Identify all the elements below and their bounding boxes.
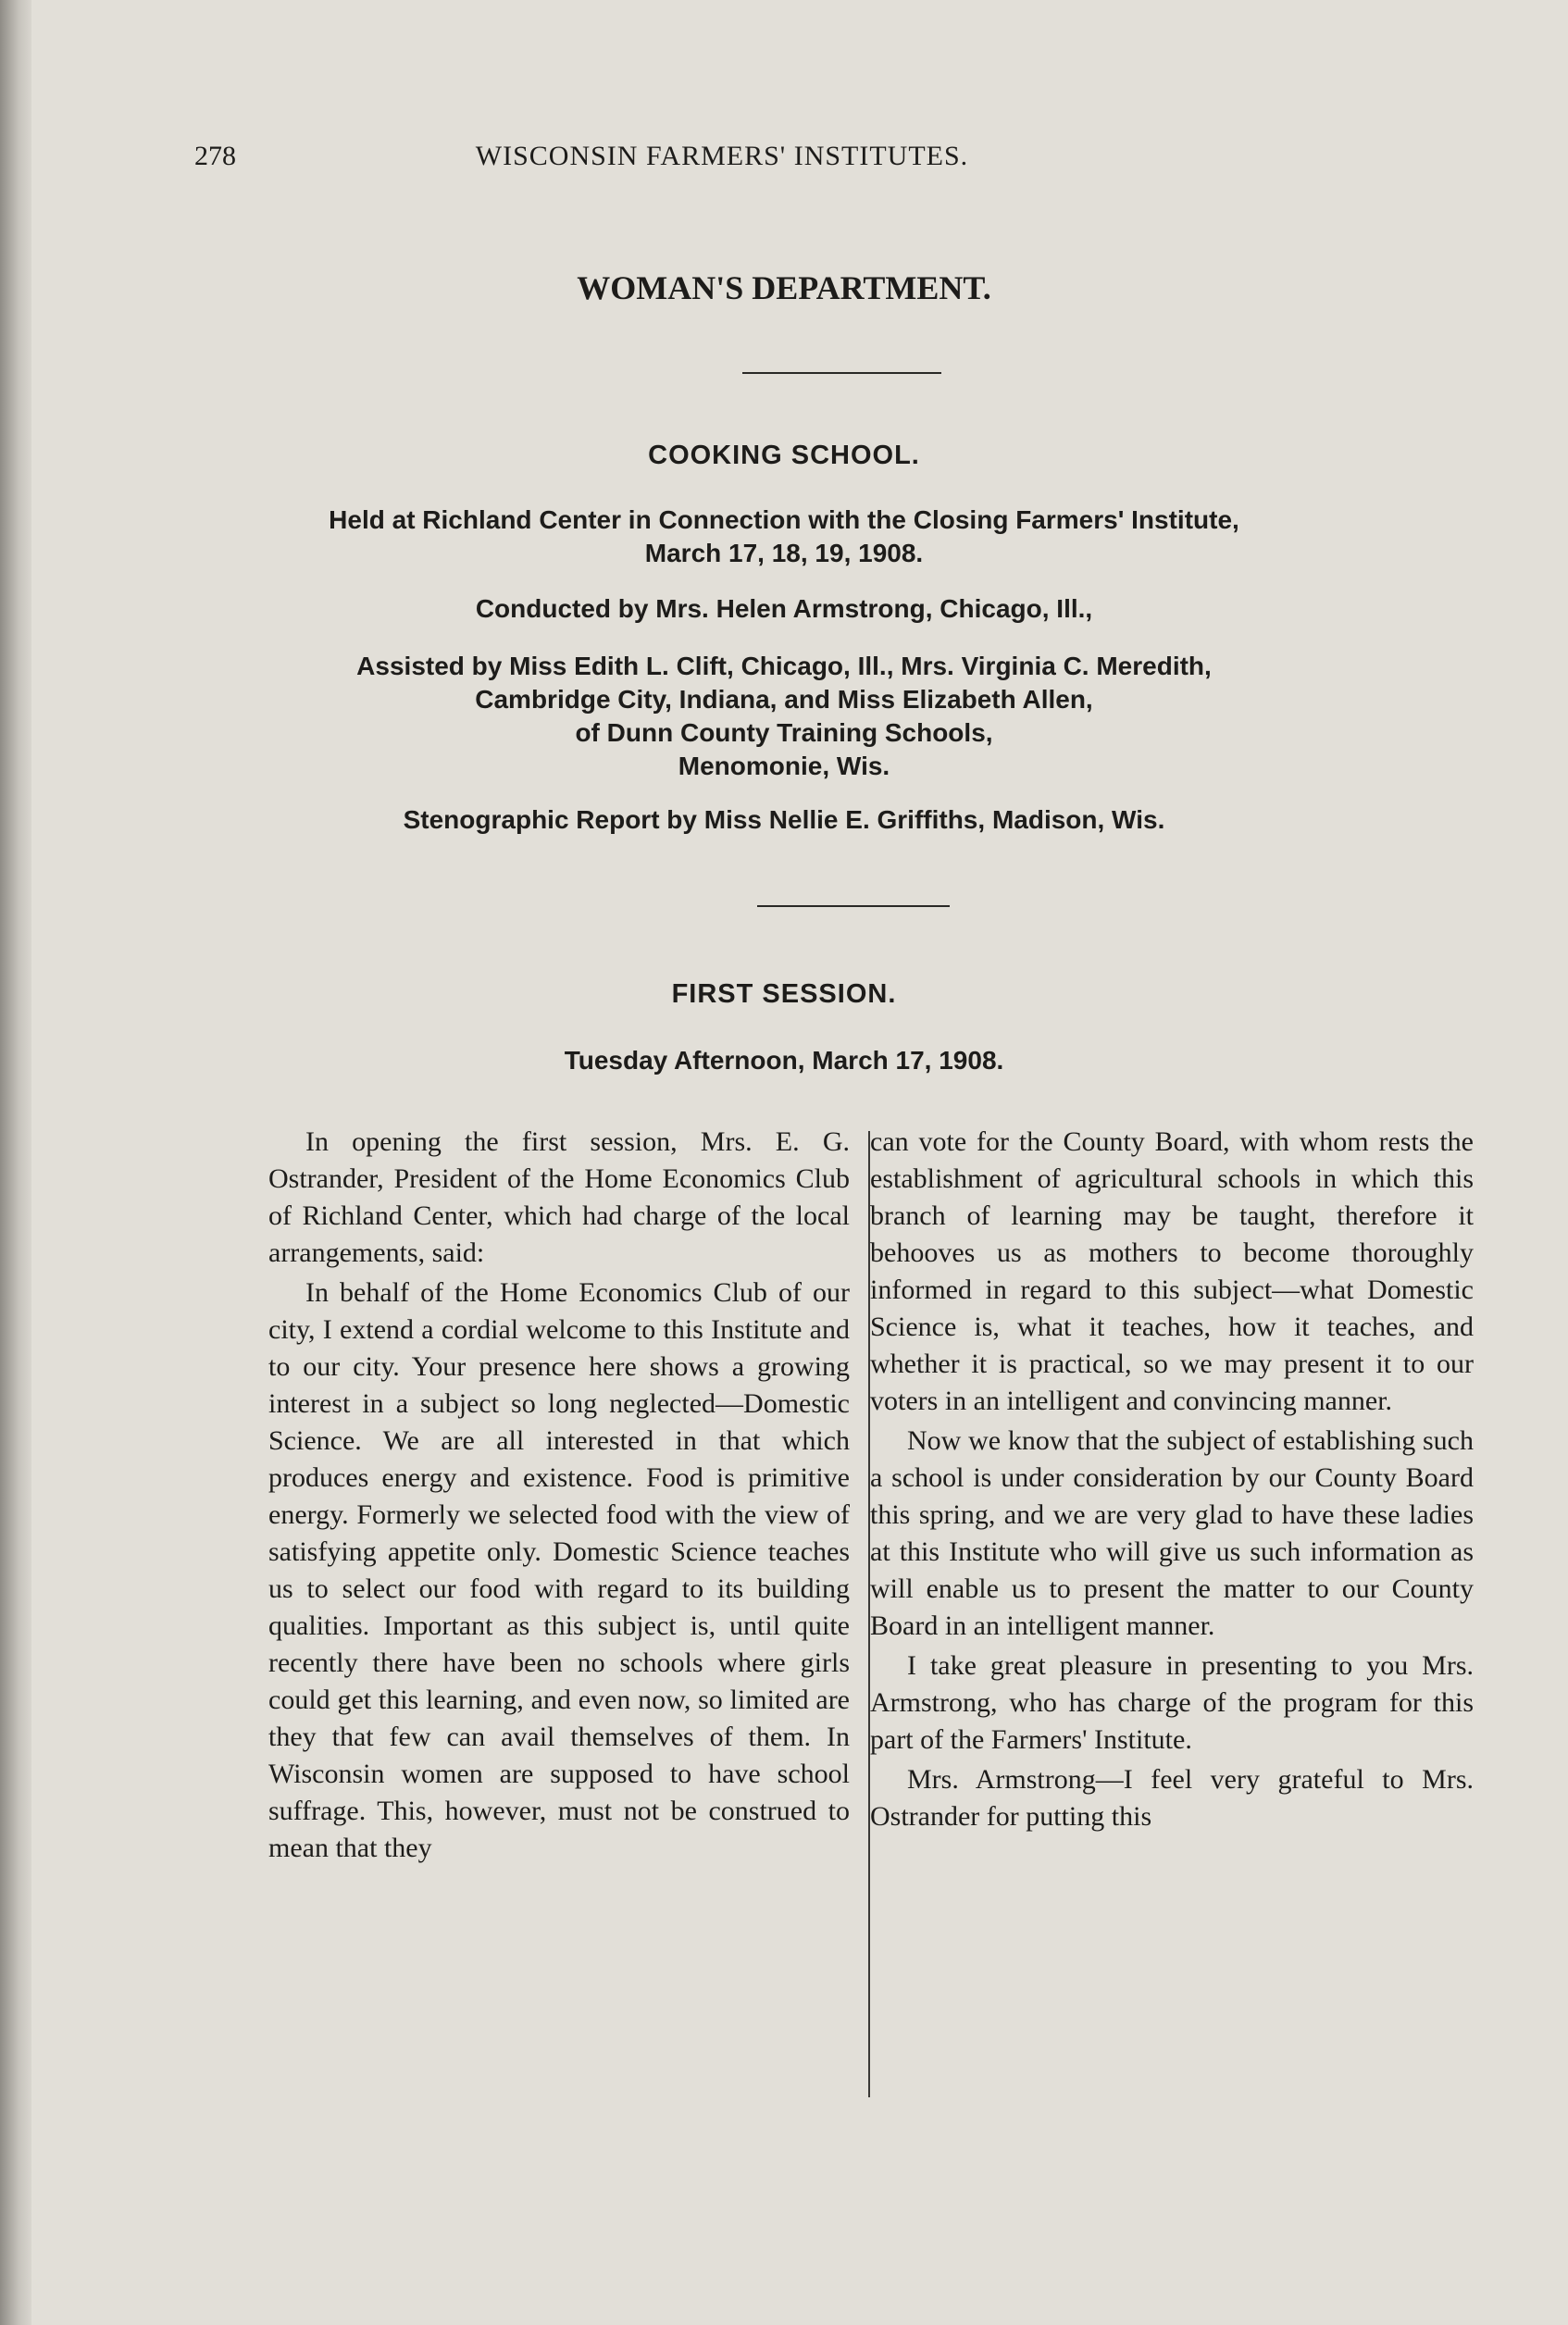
held-line-1: Held at Richland Center in Connection with the Closing Farmers' Institute, bbox=[329, 505, 1239, 534]
paragraph: Mrs. Armstrong—I feel very grateful to Mrs. Ostrander for putting this bbox=[870, 1764, 1474, 1832]
session-title: FIRST SESSION. bbox=[671, 979, 897, 1009]
section-title: COOKING SCHOOL. bbox=[648, 441, 920, 470]
department-title: WOMAN'S DEPARTMENT. bbox=[577, 269, 991, 306]
paragraph: In behalf of the Home Economics Club of our city, I extend a cordial welcome to this Institute and to our city. Your presence here shows a growing interest in a subject so long neglected—Domestic Science. We are all interested in that which produces energy and existence. Food is primitive energy. Formerly we selected food with the view of satisfying appetite only. Domestic Science teaches us to select our food with regard to its building qualities. Important as this subject is, until quite recently there have been no schools where girls could get this learning, and even now, so limited are they that few can avail themselves of them. In Wisconsin women are supposed to have school suffrage. This, however, must not be construed to mean that they bbox=[268, 1277, 850, 1863]
held-line-2: March 17, 18, 19, 1908. bbox=[644, 539, 924, 567]
running-title: WISCONSIN FARMERS' INSTITUTES. bbox=[475, 141, 969, 171]
paragraph: can vote for the County Board, with whom rests the establishment of agricultural schools in which this branch of learning may be taught, therefore it behooves us as mothers to become thoroughly informed in regard to this subject—what Domestic Science is, what it teaches, how it teaches, and whether it is practical, so we may present it to our voters in an intelligent and convincing manner. bbox=[870, 1126, 1474, 1416]
divider-rule-bottom bbox=[757, 905, 950, 907]
assisted-line-3: of Dunn County Training Schools, bbox=[575, 718, 993, 747]
conducted-by: Conducted by Mrs. Helen Armstrong, Chicago, Ill., bbox=[475, 594, 1093, 623]
assisted-line-1: Assisted by Miss Edith L. Clift, Chicago, Ill., Mrs. Virginia C. Meredith, bbox=[356, 652, 1212, 680]
assisted-line-4: Menomonie, Wis. bbox=[678, 752, 890, 780]
page-header bbox=[194, 141, 1250, 181]
paragraph: I take great pleasure in presenting to you Mrs. Armstrong, who has charge of the program for this part of the Farmers' Institute. bbox=[870, 1650, 1474, 1755]
left-column bbox=[268, 1124, 850, 1867]
assisted-line-2: Cambridge City, Indiana, and Miss Elizabeth Allen, bbox=[475, 685, 1093, 714]
book-spine bbox=[0, 0, 31, 2325]
paragraph: In opening the first session, Mrs. E. G. Ostrander, President of the Home Economics Club of Richland Center, which had charge of the local arrangements, said: bbox=[268, 1126, 850, 1268]
right-column bbox=[870, 1124, 1474, 1835]
stenographic-report: Stenographic Report by Miss Nellie E. Griffiths, Madison, Wis. bbox=[403, 805, 1165, 834]
session-date: Tuesday Afternoon, March 17, 1908. bbox=[564, 1046, 1004, 1075]
divider-rule-top bbox=[742, 372, 941, 374]
paragraph: Now we know that the subject of establishing such a school is under consideration by our County Board this spring, and we are very glad to have these ladies at this Institute who will give us such information as will enable us to present the matter to our County Board in an intelligent manner. bbox=[870, 1425, 1474, 1641]
page-number: 278 bbox=[194, 141, 236, 171]
